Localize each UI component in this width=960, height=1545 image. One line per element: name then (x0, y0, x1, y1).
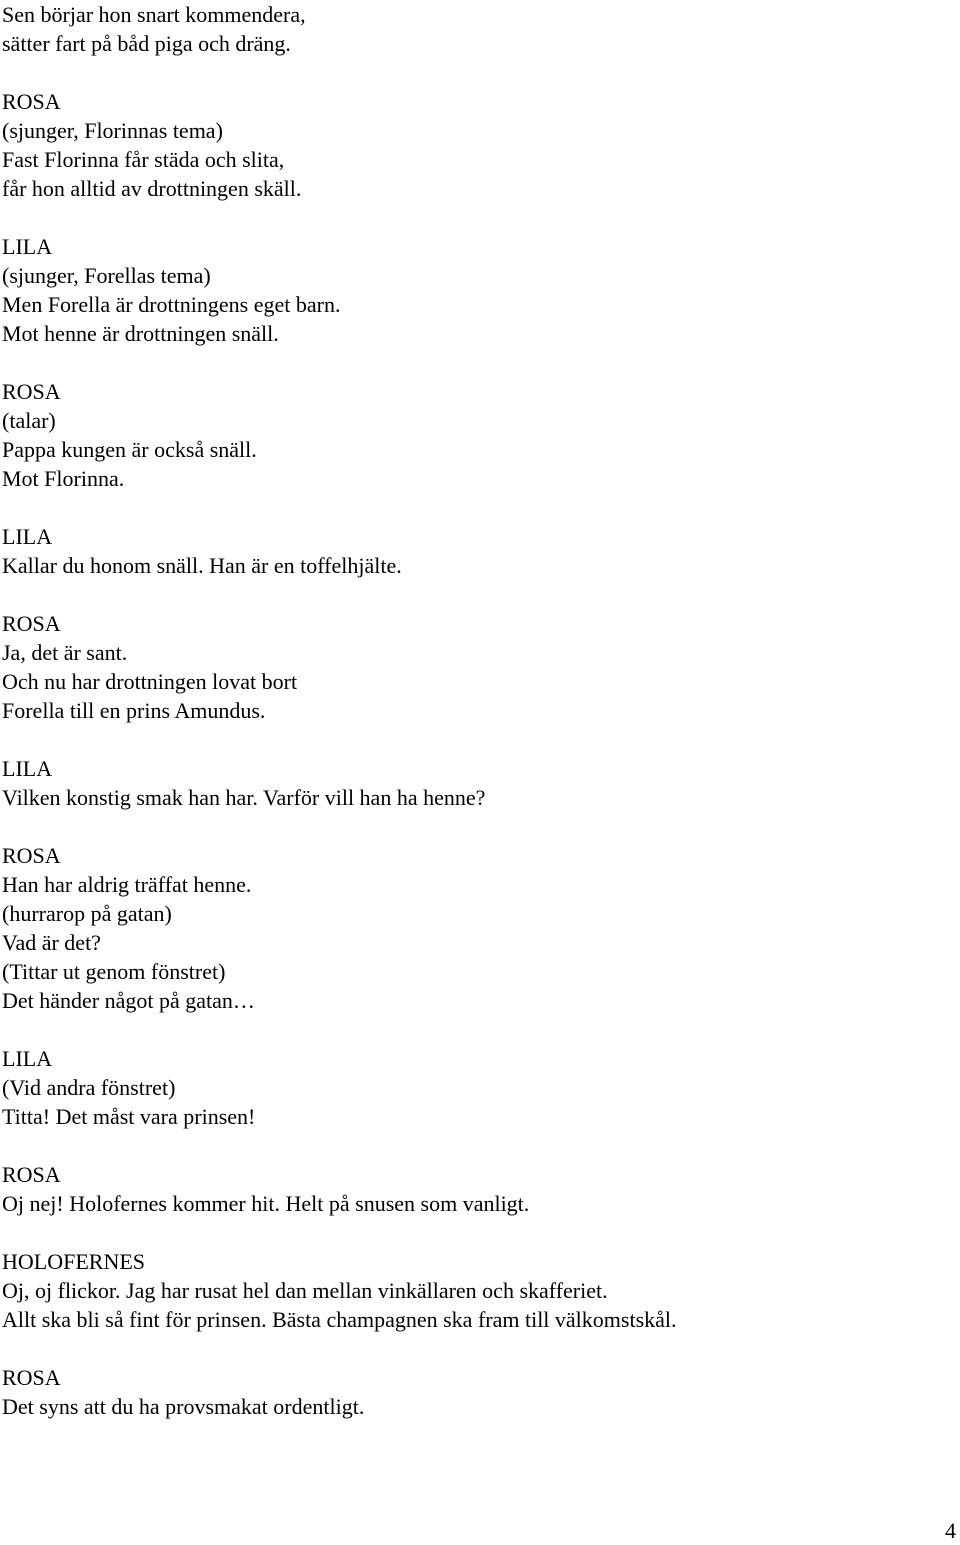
dialogue-line: Sen börjar hon snart kommendera, (2, 2, 306, 27)
stage-direction: (talar) (2, 408, 56, 433)
stage-direction: (hurrarop på gatan) (2, 901, 172, 926)
speaker-name: ROSA (2, 1365, 61, 1390)
dialogue-line: Han har aldrig träffat henne. (2, 872, 252, 897)
speaker-name: ROSA (2, 89, 61, 114)
stage-direction: (sjunger, Florinnas tema) (2, 118, 223, 143)
speaker-name: LILA (2, 756, 53, 781)
dialogue-line: Det syns att du ha provsmakat ordentligt. (2, 1394, 365, 1419)
stage-direction: (Tittar ut genom fönstret) (2, 959, 226, 984)
speaker-name: ROSA (2, 843, 61, 868)
spacer (2, 580, 942, 609)
stage-direction: (sjunger, Forellas tema) (2, 263, 211, 288)
spacer (2, 58, 942, 87)
speaker-name: HOLOFERNES (2, 1249, 146, 1274)
spacer (2, 203, 942, 232)
speaker-name: LILA (2, 1046, 53, 1071)
dialogue-line: Forella till en prins Amundus. (2, 698, 266, 723)
speaker-name: LILA (2, 234, 53, 259)
speaker-name: ROSA (2, 611, 61, 636)
spacer (2, 1015, 942, 1044)
spacer (2, 1334, 942, 1363)
dialogue-line: Mot Florinna. (2, 466, 125, 491)
script-text (2, 0, 942, 1421)
dialogue-line: Oj, oj flickor. Jag har rusat hel dan mellan vinkällaren och skafferiet. (2, 1278, 608, 1303)
page-number: 4 (945, 1518, 956, 1543)
spacer (2, 1218, 942, 1247)
speaker-name: ROSA (2, 1162, 61, 1187)
dialogue-line: Det händer något på gatan… (2, 988, 255, 1013)
dialogue-line: Fast Florinna får städa och slita, (2, 147, 285, 172)
dialogue-line: Allt ska bli så fint för prinsen. Bästa champagnen ska fram till välkomstskål. (2, 1307, 677, 1332)
spacer (2, 725, 942, 754)
speaker-name: LILA (2, 524, 53, 549)
spacer (2, 348, 942, 377)
dialogue-line: sätter fart på båd piga och dräng. (2, 31, 291, 56)
dialogue-line: får hon alltid av drottningen skäll. (2, 176, 302, 201)
stage-direction: (Vid andra fönstret) (2, 1075, 176, 1100)
spacer (2, 493, 942, 522)
speaker-name: ROSA (2, 379, 61, 404)
dialogue-line: Mot henne är drottningen snäll. (2, 321, 279, 346)
dialogue-line: Vilken konstig smak han har. Varför vill han ha henne? (2, 785, 486, 810)
dialogue-line: Kallar du honom snäll. Han är en toffelhjälte. (2, 553, 402, 578)
dialogue-line: Titta! Det måst vara prinsen! (2, 1104, 256, 1129)
dialogue-line: Oj nej! Holofernes kommer hit. Helt på snusen som vanligt. (2, 1191, 530, 1216)
dialogue-line: Vad är det? (2, 930, 101, 955)
spacer (2, 812, 942, 841)
dialogue-line: Men Forella är drottningens eget barn. (2, 292, 341, 317)
dialogue-line: Och nu har drottningen lovat bort (2, 669, 298, 694)
dialogue-line: Pappa kungen är också snäll. (2, 437, 257, 462)
dialogue-line: Ja, det är sant. (2, 640, 128, 665)
spacer (2, 1131, 942, 1160)
